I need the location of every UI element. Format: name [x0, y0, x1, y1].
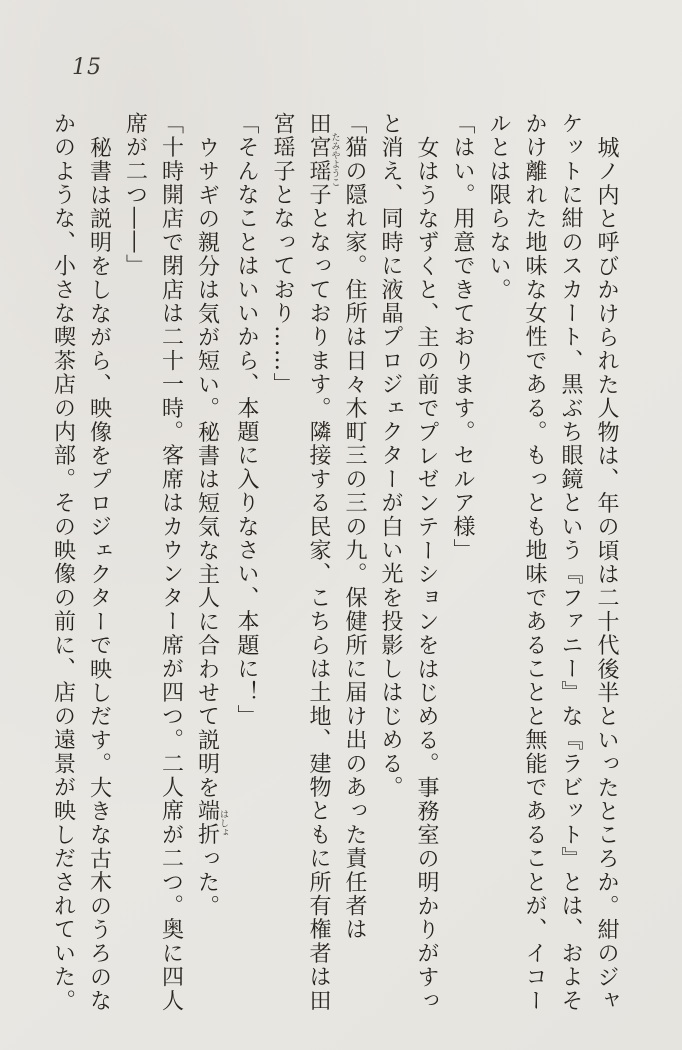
page-number: 15 [72, 55, 102, 80]
paragraph: 城ノ内と呼びかけられた人物は、年の頃は二十代後半といったところか。紺のジャケットに紺のスカート、黒ぶち眼鏡という『ファニー』な『ラビット』とは、およそかけ離れた地味な女性である。もっとも地味であることと無能であることが、イコールとは限らない。 [486, 112, 619, 1013]
paragraph: 女はうなずくと、主の前でプレゼンテーションをはじめる。事務室の明かりがすっと消え、同時に液晶プロジェクターが白い光を投影しはじめる。 [378, 112, 439, 1013]
paragraph: 「はい。用意できております。セルア様」 [450, 112, 475, 563]
furigana-term: 田宮瑶子たみやようこ [306, 112, 340, 207]
paragraph: 「猫の隠れ家。住所は日々木町三の三の九。保健所に届け出のあった責任者は田宮瑶子たみやようことなっております。隣接する民家、こちらは土地、建物ともに所有権者は田宮瑶子となっており……」 [270, 112, 367, 1013]
paragraph: 「そんなことはいいから、本題に入りなさい、本題に！」 [234, 112, 259, 729]
furigana-term: 端折はしょ [194, 799, 228, 847]
paragraph: 秘書は説明をしながら、映像をプロジェクターで映しだす。大きな古木のうろのなかのような、小さな喫茶店の内部。その映像の前に、店の遠景が映しだされていた。 [50, 112, 112, 1013]
paragraph: ウサギの親分は気が短い。秘書は短気な主人に合わせて説明を端折はしょった。 [194, 135, 228, 918]
text-block [48, 112, 624, 1017]
paragraph: 「十時開店で閉店は二十一時。客席はカウンター席が四つ。二人席が二つ。奥に四人席が二つ――」 [122, 112, 184, 1013]
